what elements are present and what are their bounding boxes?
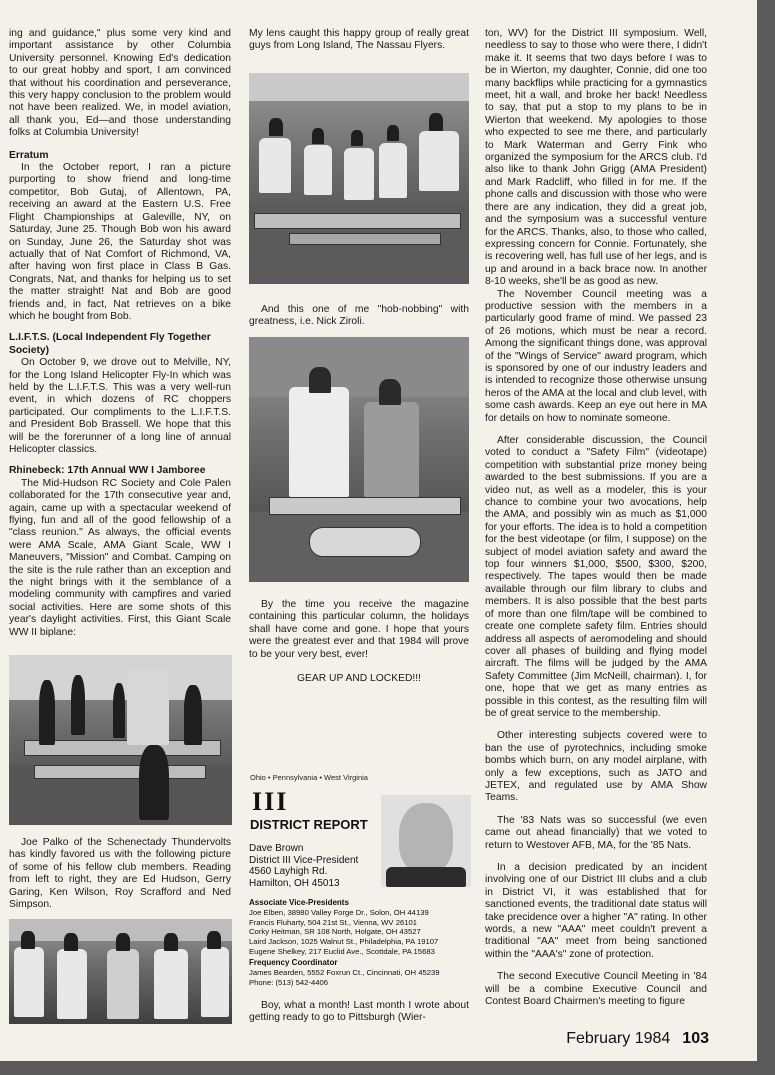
section-heading-erratum: Erratum xyxy=(9,149,49,161)
paragraph: My lens caught this happy group of really great guys from Long Island, The Nassau Flyers. xyxy=(249,28,469,52)
column-right xyxy=(485,28,707,1008)
vp-title: District III Vice-President xyxy=(249,854,359,866)
issue-date: February 1984 xyxy=(566,1030,671,1047)
column-middle-top xyxy=(249,28,469,53)
paragraph: The November Council meeting was a productive session with the members in a particularly good frame of mind. We passed 23 of 26 motions, which must be near a record. Among the significant things done, was approval of the "Wings of Service" award program, which is sponsored by one of our industry leaders and is intended to recognize those otherwise unsung heros of the AMA at the local and club level, with some cash awards. Keep an eye out here in MA for details on how to nominate someone. xyxy=(485,288,707,424)
page-number: 103 xyxy=(682,1030,709,1047)
district-states: Ohio • Pennsylvania • West Virginia xyxy=(250,773,368,782)
paragraph: Boy, what a month! Last month I wrote about getting ready to go to Pittsburgh (Wier- xyxy=(249,1000,469,1024)
paragraph: In a decision predicated by an incident involving one of our District III clubs and a club in District VI, it was established that for sanctioned events, the traditional date status will take precidence over a higher "A" rating. In other words, a new "AAA" meet couldn't prevent a traditional "AA" meet from being sanctioned within the "AAA's" zone of protection. xyxy=(485,862,707,960)
paragraph: The Mid-Hudson RC Society and Cole Palen collaborated for the 17th consecutive year and, again, came up with a spectacular weekend of flying, fun and all of the good fellowship of a "class reunion." As always, the official events were AMA Scale, AMA Giant Scale, WW I Maneuvers, "Mission" and Combat. Camping on the site is the rule rather than an exception and the night brings with it the semblance of a modeling community with campfires and varied social activities. Here are some shots of this year's daylight activities. First, this Giant Scale WW II biplane: xyxy=(9,477,231,638)
paragraph: By the time you receive the magazine containing this particular column, the holidays shall have come and gone. I hope that yours were the greatest ever and that 1984 will prove to be your very best, ever! xyxy=(249,599,469,660)
vp-address-line2: Hamilton, OH 45013 xyxy=(249,877,340,889)
column-middle-body xyxy=(249,599,469,685)
vp-address-line1: 4560 Layhigh Rd. xyxy=(249,866,328,877)
assoc-entry: Francis Fluharty, 504 21st St., Vienna, WV 26101 xyxy=(249,917,418,927)
photo-giant-scale-biplane xyxy=(9,655,232,825)
photo-club-members xyxy=(9,919,232,1024)
district-report-title: DISTRICT REPORT xyxy=(250,817,368,832)
paragraph: ton, WV) for the District III symposium. Well, needless to say to those who were there, I didn't make it. It seems that two days before I was to be in Wierton, my daughter, Connie, did one too many backflips while practicing for a gymnastics meet, hit a wall, and broke her back! Needless to say, that put a stop to my plans to be in Wierton that weekend. My apologies to those who expected to see me there, and particularly to Mark Waterman and Gerry Fink who organized the symposium for the ARCS club. I'd also like to thank John Grigg (AMA President) and Mark Radcliff, who filled in for me. If the phone calls and discussion with those who were there are any indication, they did a great job, and the symposium was a successful venture for the ARCS. Thanks, also, to those who called, expressing concern for Connie. Fortunately, she is recovering well, has full use of her legs, and is up and around in a back brace now. In another 8-10 weeks, she'll be as good as new. xyxy=(485,28,707,288)
assoc-heading: Associate Vice-Presidents xyxy=(249,898,349,907)
district-number: III xyxy=(252,787,289,816)
photo-dave-brown-portrait xyxy=(381,795,471,887)
freq-phone: Phone: (513) 542-4406 xyxy=(249,977,329,987)
paragraph: The second Executive Council Meeting in '84 will be a combine Executive Council and Contest Board Chairmen's meeting to figure xyxy=(485,971,707,1008)
vp-block xyxy=(249,843,379,889)
assoc-entry: Laird Jackson, 1025 Walnut St., Philadelphia, PA 19107 xyxy=(249,936,439,946)
signoff: GEAR UP AND LOCKED!!! xyxy=(297,673,421,685)
vp-name: Dave Brown xyxy=(249,843,304,854)
section-heading-rhinebeck: Rhinebeck: 17th Annual WW I Jamboree xyxy=(9,465,206,477)
paragraph: In the October report, I ran a picture purporting to show friend and long-time competitor, Bob Gutaj, of Allentown, PA, receiving an award at the Eastern U.S. Free Flight Championships at Galeville, NY, on Saturday, June 25. Though Bob won his award on Sunday, June 26, the Saturday shot was actually that of Nat Comfort of Richmond, VA, after having won first place in Class B Gas. Congrats, Nat, and thanks for helping us to set the matter straight! Nat and Bob are good friends and, in fact, Nat retrieves on a bike which he bought from Bob. xyxy=(9,162,231,322)
paragraph: On October 9, we drove out to Melville, NY, for the Long Island Helicopter Fly-In which was held by the L.I.F.T.S. This was a very well-run event, in which dozens of RC choppers participated. Our compliments to the L.I.F.T.S. and President Bob Brassell. We hope that this will be the forerunner of a long line of annual Helicopter classics. xyxy=(9,357,231,455)
paragraph: Joe Palko of the Schenectady Thundervolts has kindly favored us with the following picture of some of his fellow club members. Reading from left to right, they are Ed Hudson, Gerry Garing, Ken Wilson, Roy Scrafford and Ned Simpson. xyxy=(9,837,231,911)
paragraph: Other interesting subjects covered were to ban the use of pyrotechnics, including smoke bombs which burn, on any model airplane, with only a few exceptions, such as JATO and JETEX, and regulated use by AMA Show Teams. xyxy=(485,730,707,804)
column-middle-caption xyxy=(249,304,469,329)
associates-block xyxy=(249,898,474,988)
paragraph: The '83 Nats was so successful (we even came out ahead financially) that we voted to return to Westover AFB, MA, for the '85 Nats. xyxy=(485,814,707,851)
assoc-entry: Eugene Shelkey, 217 Euclid Ave., Scottdale, PA 15683 xyxy=(249,946,435,956)
freq-heading: Frequency Coordinator xyxy=(249,958,338,968)
photo-nassau-flyers xyxy=(249,73,469,284)
photo-nick-ziroli xyxy=(249,337,469,582)
assoc-entry: Corky Heitman, SR 108 North, Holgate, OH 43527 xyxy=(249,927,421,937)
column-left xyxy=(9,28,231,639)
paragraph: After considerable discussion, the Council voted to conduct a "Safety Film" (videotape) competition with substantial prize money being awarded to the best submissions. If you are a video nut, as well as a modeler, this is your chance to combine your two avocations, help the AMA, and possibly win as much as $1,000 for your efforts. The idea is to hold a competition for the best videotape (or film, I suppose) on the subject of model aviation safety and award the top four winners $1,000, $500, $300, $200, respectively. The tapes would then be made available through our film library to clubs and members. It is also possible that the best parts of more than one film/tape will be combined to create one complete safety film. Entries should address all aspects of aeromodeling and should cover all phases of building and flying model aircraft. The films will be judged by the AMA Safety Committee (Jim McNeill, chairman). I, for one, hope that we get as many entries as possible in this contest, as the resulting film will be of great service to the membership. xyxy=(485,435,707,719)
paragraph: ing and guidance," plus some very kind and important assistance by other Columbia University personnel. Knowing Ed's dedication to our great hobby and sport, I am convinced that without his coordination and perseverance, this very happy conclusion to the problem would not have been realized. We, in model aviation, all thank you, Ed—and those understanding folks at Columbia University! xyxy=(9,28,231,139)
paragraph: And this one of me "hob-nobbing" with greatness, i.e. Nick Ziroli. xyxy=(249,304,469,328)
column-left-lower xyxy=(9,837,231,911)
assoc-entry: Joe Elben, 38980 Valley Forge Dr., Solon, OH 44139 xyxy=(249,908,429,918)
section-heading-lifts: L.I.F.T.S. (Local Independent Fly Together Society) xyxy=(9,332,211,356)
column-middle-bottom xyxy=(249,1000,469,1025)
page-footer xyxy=(566,1030,709,1048)
freq-entry: James Bearden, 5552 Foxrun Ct., Cincinnati, OH 45239 xyxy=(249,968,440,978)
